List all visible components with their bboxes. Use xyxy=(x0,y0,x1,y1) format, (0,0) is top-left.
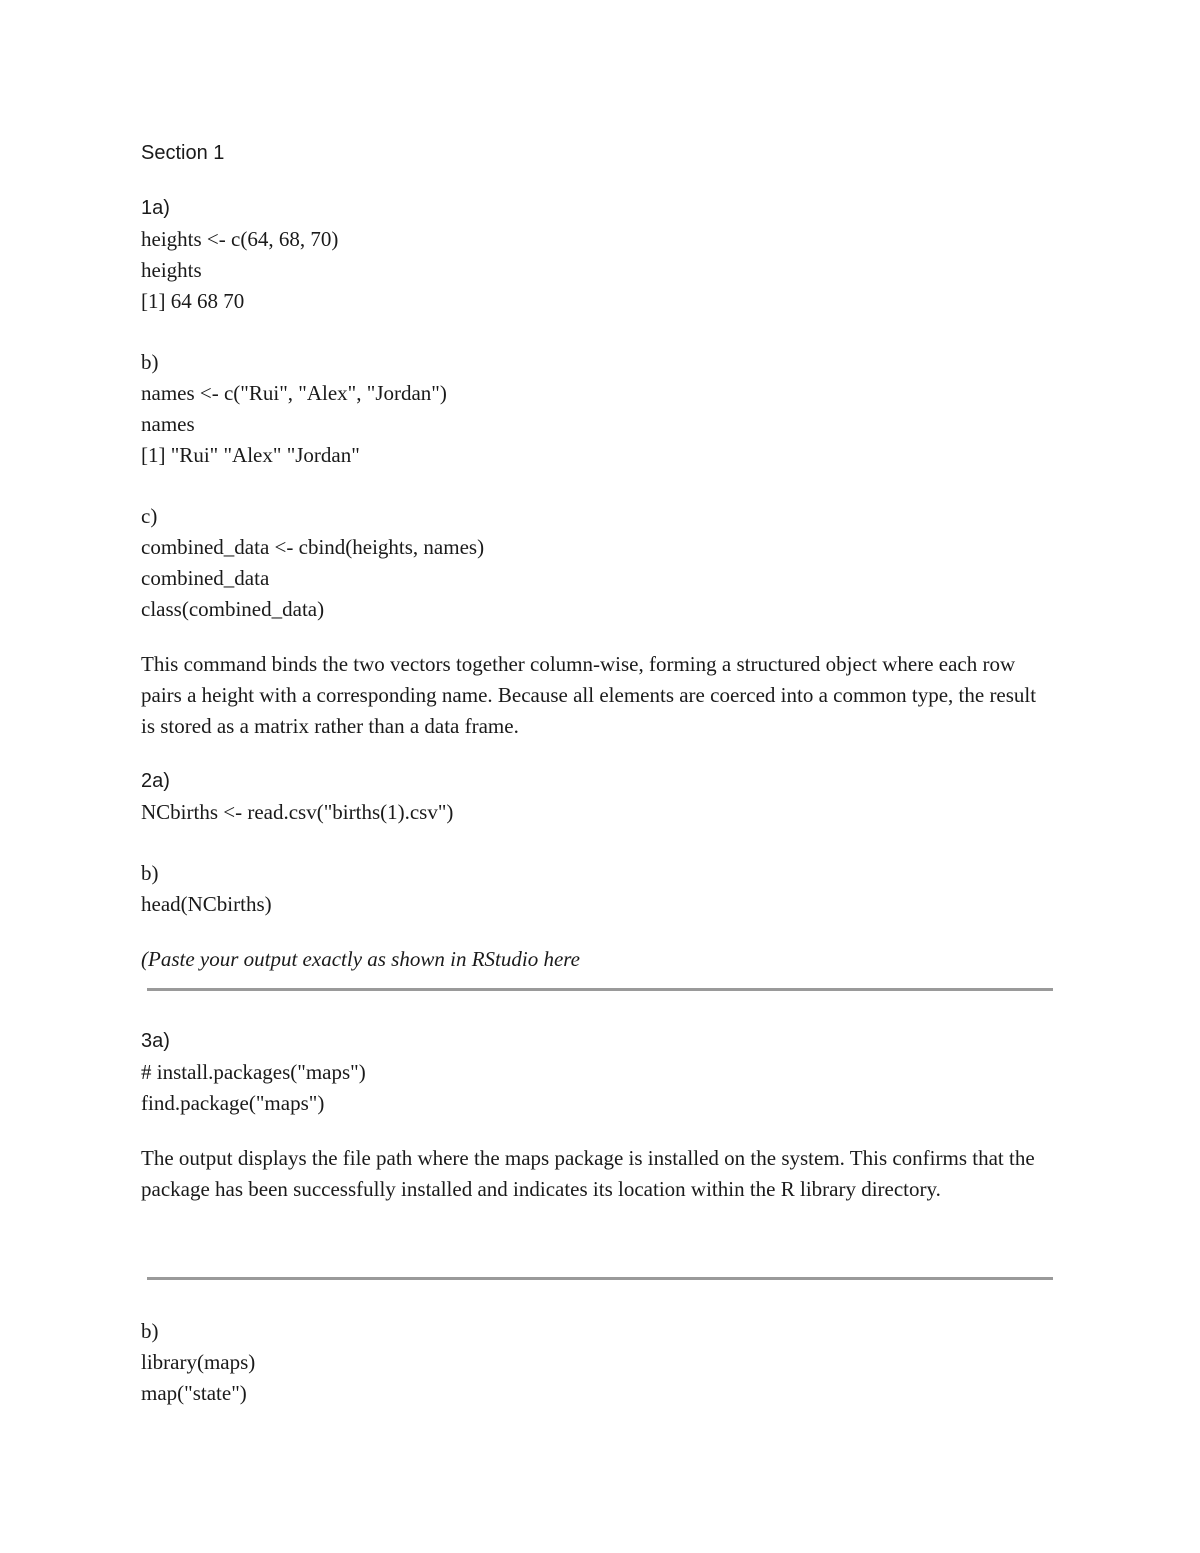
output-line: [1] "Rui" "Alex" "Jordan" xyxy=(141,443,360,467)
q3a-label: 3a) xyxy=(141,1030,170,1052)
code-line: library(maps) xyxy=(141,1350,256,1374)
document-page xyxy=(141,138,1061,975)
document-page-continued xyxy=(141,1026,1061,1205)
q3b-label: b) xyxy=(141,1319,159,1343)
code-line: heights <- c(64, 68, 70) xyxy=(141,227,339,251)
q2b-note: (Paste your output exactly as shown in RStudio here xyxy=(141,947,580,971)
code-line: heights xyxy=(141,258,202,282)
code-line: find.package("maps") xyxy=(141,1091,325,1115)
document-page-end xyxy=(141,1316,1061,1409)
horizontal-rule xyxy=(147,1277,1053,1280)
q2a-label: 2a) xyxy=(141,770,170,792)
code-line: map("state") xyxy=(141,1381,247,1405)
code-line: combined_data <- cbind(heights, names) xyxy=(141,535,485,559)
q1a-label: 1a) xyxy=(141,197,170,219)
q1c-label: c) xyxy=(141,504,158,528)
code-line: # install.packages("maps") xyxy=(141,1060,366,1084)
q1b-label: b) xyxy=(141,350,159,374)
code-line: combined_data xyxy=(141,566,270,590)
code-line: NCbirths <- read.csv("births(1).csv") xyxy=(141,800,454,824)
q3a-explanation: The output displays the file path where the maps package is installed on the system. This confirms that the package has been successfully installed and indicates its location within the R library directory. xyxy=(141,1146,1035,1201)
code-line: names xyxy=(141,412,195,436)
output-line: [1] 64 68 70 xyxy=(141,289,245,313)
code-line: head(NCbirths) xyxy=(141,892,272,916)
q1c-explanation: This command binds the two vectors together column-wise, forming a structured object where each row pairs a height with a corresponding name. Because all elements are coerced into a common type, the result is stored as a matrix rather than a data frame. xyxy=(141,652,1037,738)
code-line: names <- c("Rui", "Alex", "Jordan") xyxy=(141,381,447,405)
q2b-label: b) xyxy=(141,861,159,885)
section-title: Section 1 xyxy=(141,142,225,164)
horizontal-rule xyxy=(147,988,1053,991)
code-line: class(combined_data) xyxy=(141,597,325,621)
